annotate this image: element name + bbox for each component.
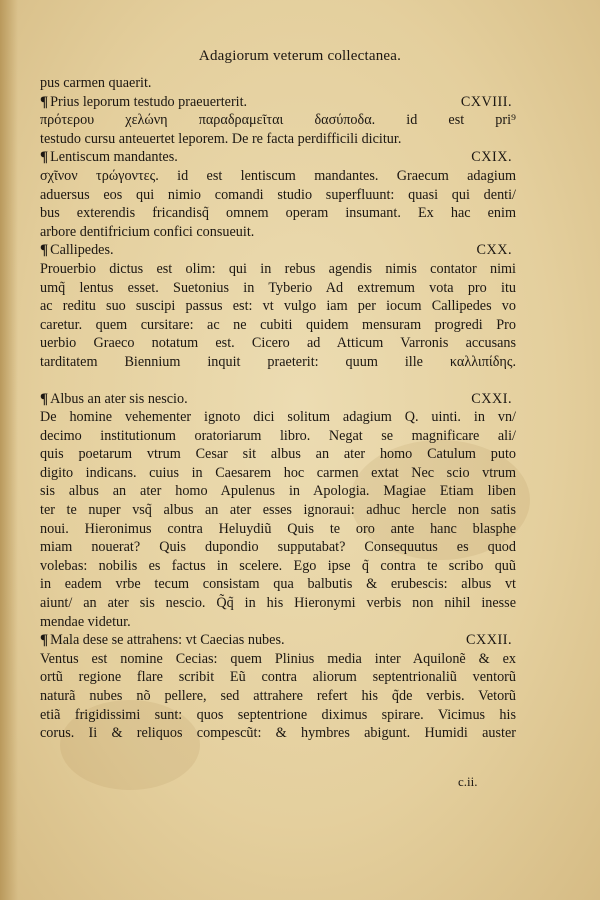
entry-heading-121 bbox=[40, 390, 516, 409]
entry-title: Callipedes. bbox=[50, 242, 114, 259]
text-line: corus. Ii & reliquos compescũt: & hymbres abigunt. Humidi auster bbox=[40, 725, 516, 742]
text-line: etiã frigidissimi sunt: quos septentrione diximus spirare. Vicimus his bbox=[40, 706, 516, 723]
text-line: quis poetarum vtrum Cesar sit albus an ater homo Catulum puto bbox=[40, 446, 516, 463]
text-line: De homine vehementer ignoto dici solitum adagium Q. uinti. in vn/ bbox=[40, 409, 516, 426]
pilcrow-mark: ¶ bbox=[40, 632, 49, 649]
text-line: noui. Hieronimus contra Heluydiũ Quis te oro ante hanc blasphe bbox=[40, 520, 516, 537]
text-line: miam nouerat? Quis dupondio supputabat? Consequutus es quod bbox=[40, 539, 516, 556]
entry-number: CXIX. bbox=[471, 149, 512, 166]
text-line: volebas: nobilis es factus in scelere. Ego ipse q̃ contra te scribo quũ bbox=[40, 557, 516, 574]
text-line: σχῖνον τρώγοντες. id est lentiscum mandantes. Graecum adagium bbox=[40, 167, 516, 184]
text-line: in eadem vrbe tecum consistam qua balbutis & erubescis: albus vt bbox=[40, 576, 516, 593]
entry-heading-118 bbox=[40, 93, 516, 112]
entry-title: Prius leporum testudo praeuerterit. bbox=[50, 93, 248, 110]
main-text-block bbox=[40, 74, 516, 743]
text-line: umq̃ lentus esset. Suetonius in Tyberio Ad extremum vota pro itu bbox=[40, 279, 516, 296]
text-line: ter te nuper vsq̃ albus an ater esses ignoraui: adhuc hercle non satis bbox=[40, 502, 516, 519]
text-line: testudo cursu anteuertet leporem. De re facta perdifficili dicitur. bbox=[40, 130, 402, 147]
pilcrow-mark: ¶ bbox=[40, 149, 49, 166]
pilcrow-mark: ¶ bbox=[40, 242, 49, 259]
entry-heading-122 bbox=[40, 631, 516, 650]
paragraph-gap bbox=[40, 372, 516, 390]
signature-mark: c.ii. bbox=[458, 774, 478, 789]
text-line: ac reditu suo suscipi passus est: vt vulgo iam per iocum Callipedes vo bbox=[40, 298, 516, 315]
text-line: ortũ regione flare scribit Eũ contra aliorum septentrionaliũ ventorũ bbox=[40, 669, 516, 686]
entry-number: CXXI. bbox=[471, 390, 512, 407]
pilcrow-mark: ¶ bbox=[40, 93, 49, 110]
text-line: Ventus est nomine Cecias: quem Plinius media inter Aquilonẽ & ex bbox=[40, 650, 516, 667]
text-line: uerbio Graeco notatum est. Cicero ad Atticum Varronis accusans bbox=[40, 335, 516, 352]
text-line: bus exterendis fricandisq̃ omnem operam insumant. Ex hac enim bbox=[40, 205, 516, 222]
entry-heading-120 bbox=[40, 241, 516, 260]
text-line: sis albus an ater homo Apulenus in Apologia. Magiae Etiam liben bbox=[40, 483, 516, 500]
text-line: naturã nubes nõ pellere, sed attrahere refert his q̃de verbis. Vetorũ bbox=[40, 688, 516, 704]
text-line: πρότερου χελώνη παραδραμεῖται δασύποδα. id est pri⁹ bbox=[40, 112, 516, 129]
text-line: caretur. quem cursitare: ac ne cubiti quidem mensuram progredi Pro bbox=[40, 316, 516, 333]
entry-title: Mala dese se attrahens: vt Caecias nubes. bbox=[50, 632, 285, 649]
text-line: decimo institutionum oratoriarum libro. Negat se magnificare ali/ bbox=[40, 427, 516, 444]
text-line: Prouerbio dictus est olim: qui in rebus agendis nimis contator nimi bbox=[40, 260, 516, 277]
text-line: pus carmen quaerit. bbox=[40, 75, 152, 91]
entry-number: CXXII. bbox=[466, 632, 512, 649]
entry-number: CXVIII. bbox=[460, 93, 512, 110]
entry-number: CXX. bbox=[476, 242, 512, 259]
text-line: digito indicans. cuius in Caesarem hoc carmen extat Nec scio vtrum bbox=[40, 464, 516, 481]
entry-heading-119 bbox=[40, 148, 516, 167]
pilcrow-mark: ¶ bbox=[40, 390, 49, 407]
text-line: arbore dentifricium confici consueuit. bbox=[40, 223, 255, 240]
entry-title: Lentiscum mandantes. bbox=[50, 149, 178, 166]
running-title: Adagiorum veterum collectanea. bbox=[198, 48, 402, 64]
entry-title: Albus an ater sis nescio. bbox=[50, 390, 188, 407]
text-line: aduersus eos qui nimio comandi studio superfluunt: quasi qui denti/ bbox=[40, 186, 516, 203]
text-line: aiunt/ an ater sis nescio. Q̃q̃ in his Hieronymi verbis non nihil inesse bbox=[40, 595, 516, 612]
page-edge-shadow bbox=[0, 0, 18, 900]
text-line: tarditatem Biennium inquit praeterit: quum ille καλλιπίδης. bbox=[40, 353, 516, 370]
text-line: mendae videtur. bbox=[40, 613, 131, 630]
